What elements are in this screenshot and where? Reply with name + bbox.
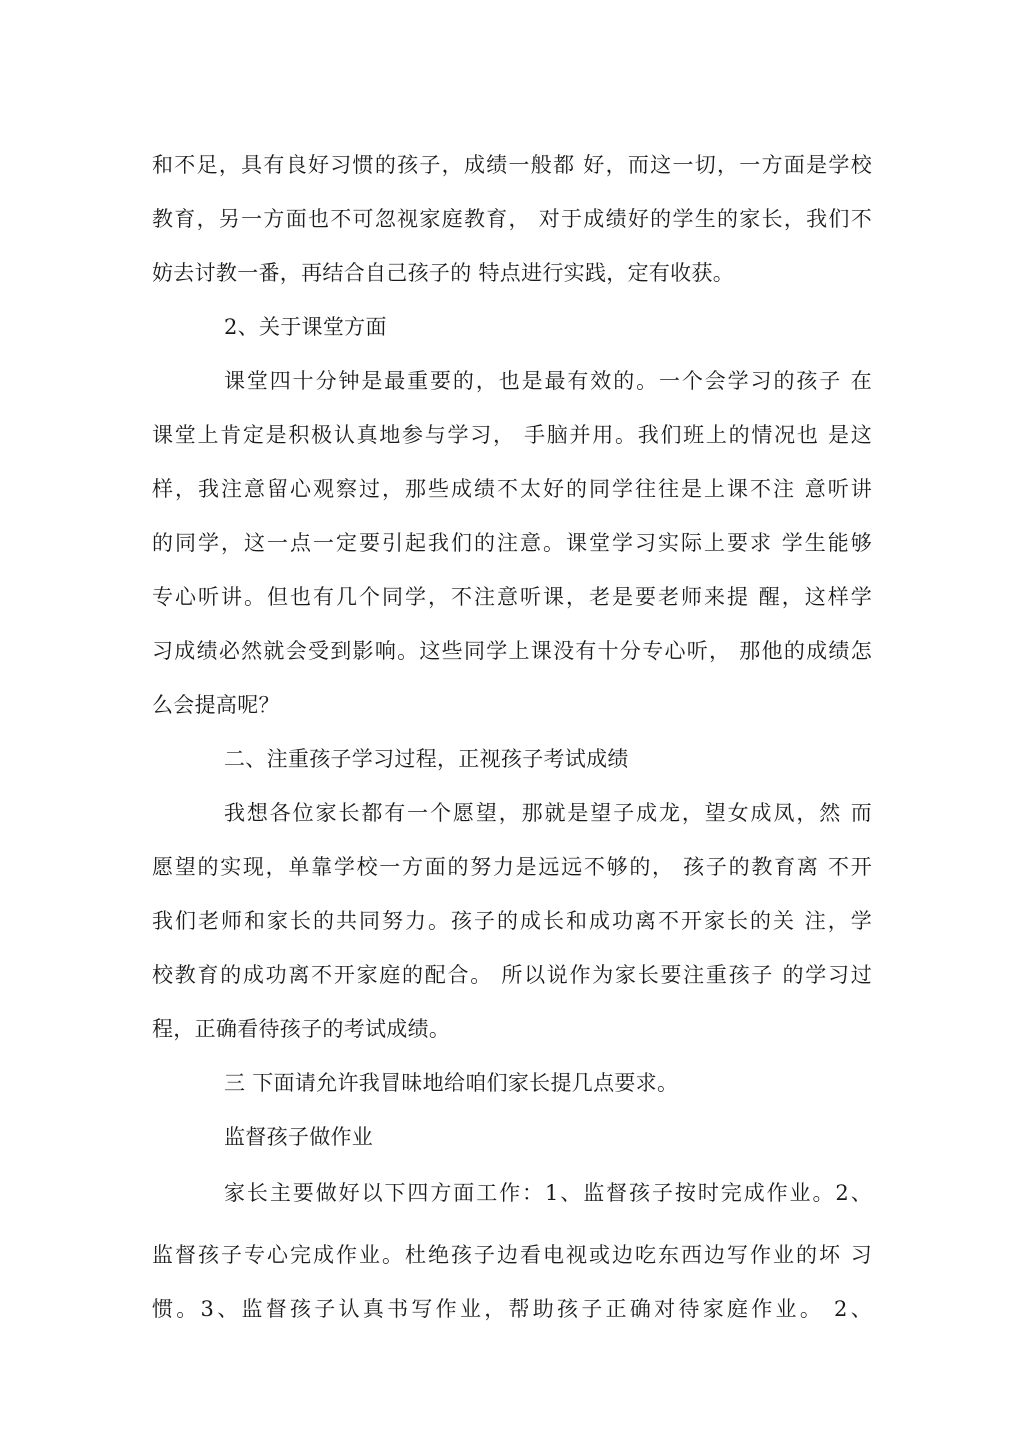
text-line-9: 专心听讲。但也有几个同学，不注意听课，老是要老师来提 醒，这样学	[152, 585, 872, 609]
text-line-21: 监督孩子专心完成作业。杜绝孩子边看电视或边吃东西边写作业的坏 习	[152, 1243, 872, 1267]
text-line-5: 课堂四十分钟是最重要的，也是最有效的。一个会学习的孩子 在	[224, 369, 872, 393]
text-line-15: 我们老师和家长的共同努力。孩子的成长和成功离不开家长的关 注，学	[152, 909, 872, 933]
text-line-14: 愿望的实现，单靠学校一方面的努力是远远不够的， 孩子的教育离 不开	[152, 855, 872, 879]
section-heading-learning-process: 二、注重孩子学习过程，正视孩子考试成绩	[224, 747, 629, 771]
text-line-20: 家长主要做好以下四方面工作：1、监督孩子按时完成作业。2、	[224, 1181, 872, 1205]
text-line-10: 习成绩必然就会受到影响。这些同学上课没有十分专心听， 那他的成绩怎	[152, 639, 872, 663]
text-line-13: 我想各位家长都有一个愿望，那就是望子成龙，望女成凤，然 而	[224, 801, 872, 825]
text-line-2: 教育，另一方面也不可忽视家庭教育， 对于成绩好的学生的家长，我们不	[152, 207, 872, 231]
section-heading-classroom: 2、关于课堂方面	[224, 315, 387, 339]
text-line-11: 么会提高呢？	[152, 693, 280, 717]
text-line-17: 程，正确看待孩子的考试成绩。	[152, 1017, 451, 1041]
text-line-7: 样，我注意留心观察过，那些成绩不太好的同学往往是上课不注 意听讲	[152, 477, 872, 501]
text-line-16: 校教育的成功离不开家庭的配合。 所以说作为家长要注重孩子 的学习过	[152, 963, 872, 987]
subheading-homework: 监督孩子做作业	[224, 1125, 374, 1149]
text-line-8: 的同学，这一点一定要引起我们的注意。课堂学习实际上要求 学生能够	[152, 531, 872, 555]
text-line-3: 妨去讨教一番，再结合自己孩子的 特点进行实践，定有收获。	[152, 261, 735, 285]
text-line-22: 惯。3、监督孩子认真书写作业，帮助孩子正确对待家庭作业。 2、	[152, 1297, 872, 1321]
text-line-6: 课堂上肯定是积极认真地参与学习， 手脑并用。我们班上的情况也 是这	[152, 423, 872, 447]
section-heading-requirements: 三 下面请允许我冒昧地给咱们家长提几点要求。	[224, 1071, 679, 1095]
text-line-1: 和不足，具有良好习惯的孩子，成绩一般都 好，而这一切，一方面是学校	[152, 153, 872, 177]
